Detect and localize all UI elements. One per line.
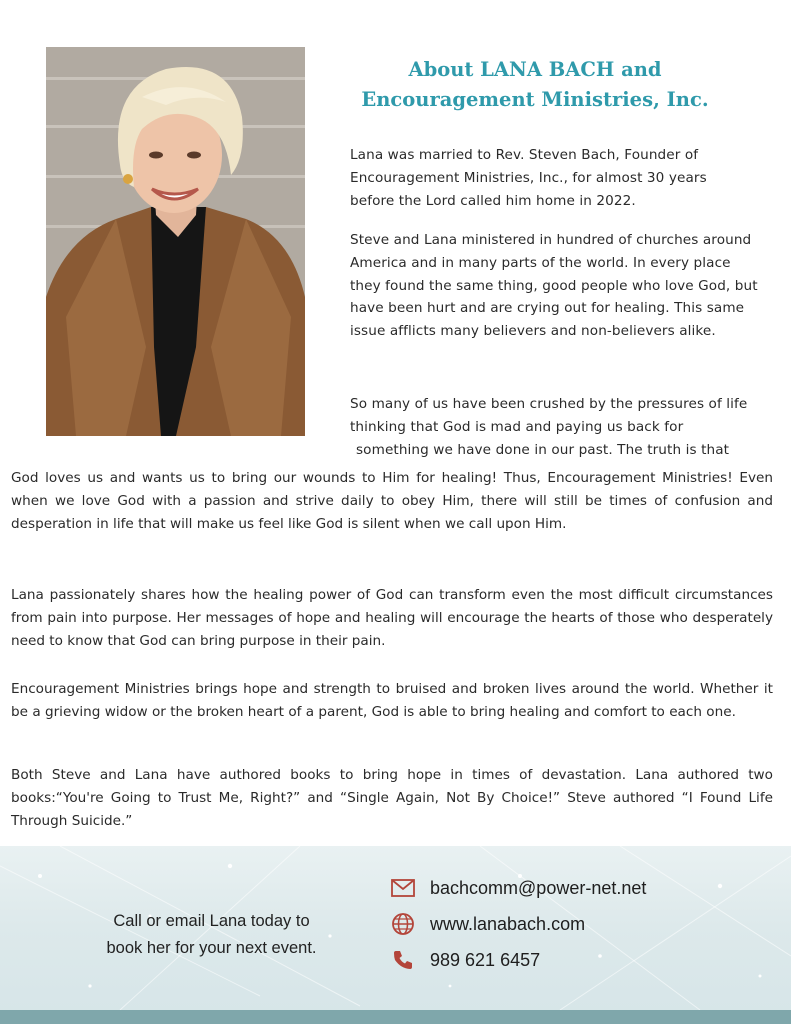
portrait-photo bbox=[46, 47, 305, 436]
phone-link[interactable] bbox=[390, 946, 540, 974]
phone-number: 989 621 6457 bbox=[430, 949, 541, 970]
envelope-icon bbox=[390, 875, 416, 901]
bio-paragraph-3 bbox=[350, 393, 770, 461]
portrait-illustration bbox=[46, 47, 305, 436]
bio-paragraph-3-cont: something we have done in our past. The truth is that bbox=[356, 441, 730, 458]
footer-bar bbox=[0, 1010, 791, 1024]
cta-line-2: book her for your next event. bbox=[106, 939, 317, 957]
website-address: www.lanabach.com bbox=[430, 913, 586, 934]
page-title bbox=[330, 55, 740, 115]
bio-paragraph-4: God loves us and wants us to bring our wounds to Him for healing! Thus, Encouragement Ministries! Even when we love God with a passion and strive daily to obey Him, there will still be times of confusion and desperation in life that will make us feel like God is silent when we call upon Him. bbox=[11, 470, 773, 532]
bio-paragraph-3-start: So many of us have been crushed by the pressures of life thinking that God is mad and paying us back for bbox=[350, 396, 748, 435]
title-line-1: About LANA BACH and bbox=[408, 58, 662, 81]
website-link[interactable] bbox=[390, 910, 585, 938]
title-line-2: Encouragement Ministries, Inc. bbox=[361, 88, 709, 111]
bio-paragraph-7: Both Steve and Lana have authored books to bring hope in times of devastation. Lana authored two books:“You're Going to Trust Me, Right?” and “Single Again, Not By Choice!” Steve authored “I Found Life Through Suicide.” bbox=[11, 767, 773, 829]
phone-icon bbox=[390, 947, 416, 973]
bio-paragraph-2: Steve and Lana ministered in hundred of churches around America and in many parts of the world. In every place they found the same thing, good people who love God, but have been hurt and are crying out for healing. This same issue afflicts many believers and non-believers alike. bbox=[350, 232, 758, 340]
email-address: bachcomm@power-net.net bbox=[430, 877, 647, 898]
cta-line-1: Call or email Lana today to bbox=[113, 912, 310, 930]
bio-paragraph-5: Lana passionately shares how the healing power of God can transform even the most difficult circumstances from pain into purpose. Her messages of hope and healing will encourage the hearts of those who desperately need to know that God can bring purpose in their pain. bbox=[11, 587, 773, 649]
email-link[interactable] bbox=[390, 874, 646, 902]
globe-icon bbox=[390, 911, 416, 937]
bio-paragraph-1: Lana was married to Rev. Steven Bach, Founder of Encouragement Ministries, Inc., for almost 30 years before the Lord called him home in 2022. bbox=[350, 147, 707, 209]
call-to-action bbox=[84, 908, 339, 962]
bio-paragraph-6: Encouragement Ministries brings hope and strength to bruised and broken lives around the world. Whether it be a grieving widow or the broken heart of a parent, God is able to bring healing and comfort to each one. bbox=[11, 681, 773, 720]
